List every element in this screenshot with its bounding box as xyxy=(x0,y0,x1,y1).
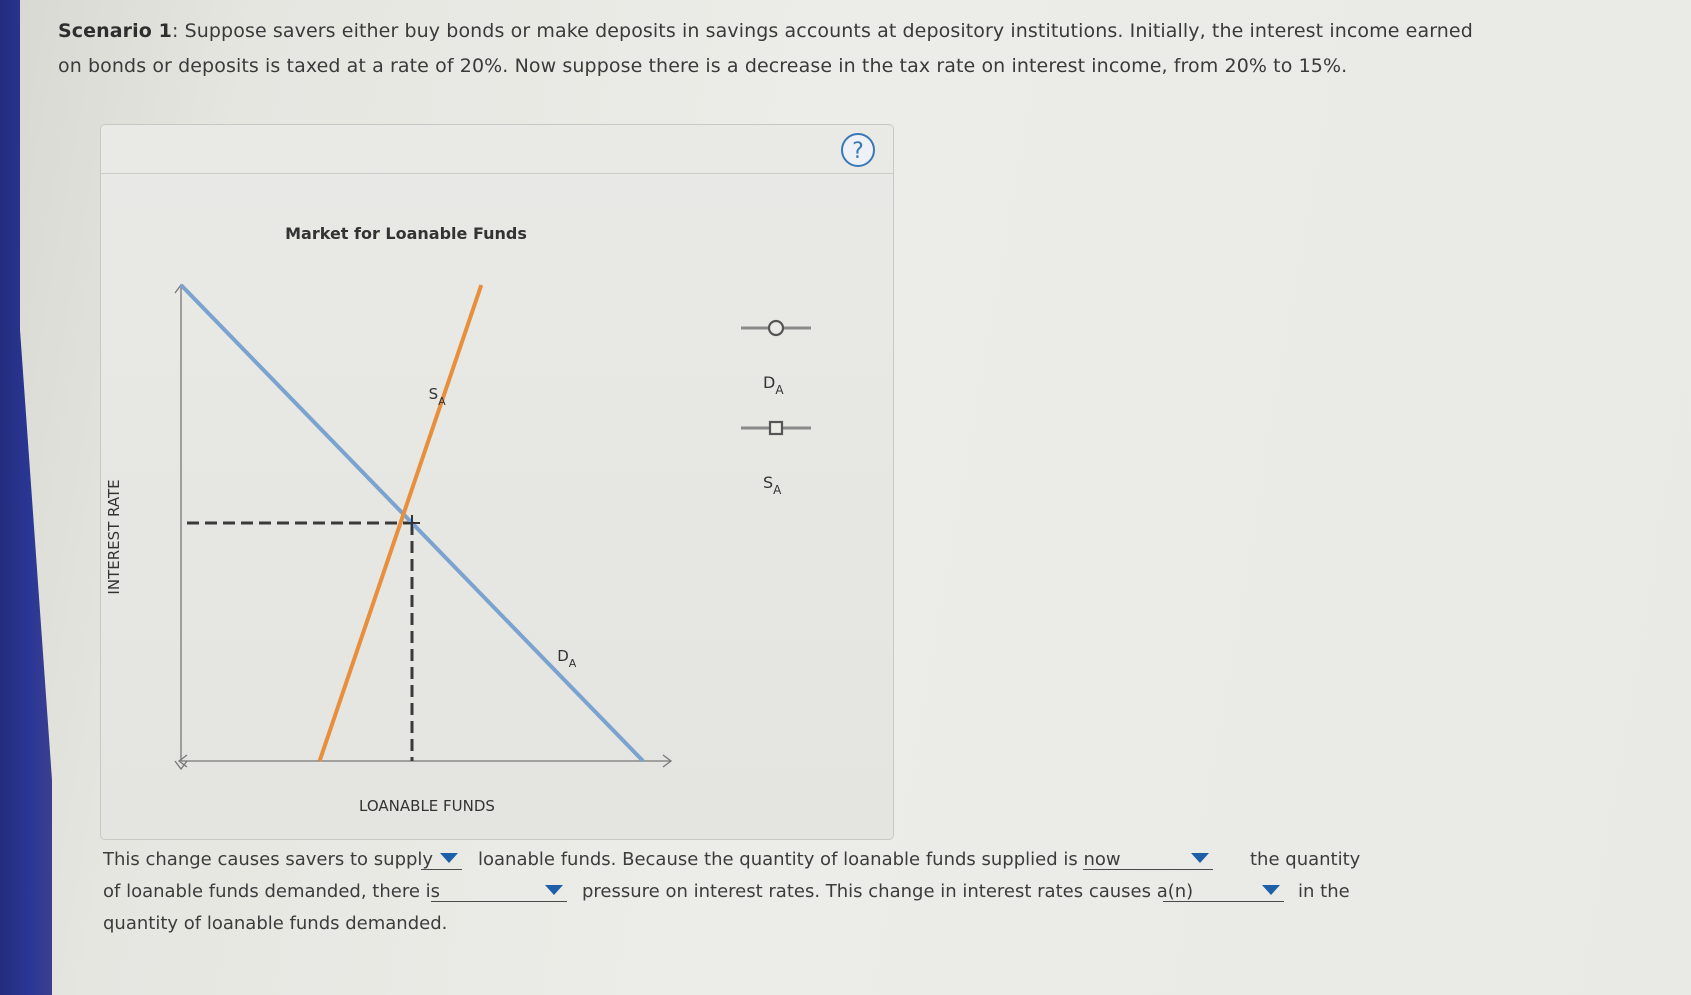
supply-change-dropdown[interactable] xyxy=(421,847,462,870)
legend-demand-circle-marker[interactable] xyxy=(769,321,783,335)
demand-curve-label: $D_A$ xyxy=(557,647,577,671)
caret-down-icon xyxy=(1262,885,1280,895)
supply-curve-a xyxy=(320,285,482,761)
pressure-direction-dropdown[interactable] xyxy=(431,879,567,902)
question-line2-c: in the xyxy=(1298,881,1350,902)
scenario-text xyxy=(58,14,1478,84)
help-glyph: ? xyxy=(852,139,864,164)
caret-down-icon xyxy=(1191,853,1209,863)
quantity-comparison-dropdown[interactable] xyxy=(1083,847,1213,870)
scenario-body: : Suppose savers either buy bonds or make deposits in savings accounts at depository institutions. Initially, the interest income earned on bonds or deposits is taxed at a rate of 20%. Now suppose there is a decrease in the tax rate on interest income, from 20% to 15%. xyxy=(58,20,1473,77)
loanable-funds-chart xyxy=(101,125,893,839)
question-line2-b: pressure on interest rates. This change in interest rates causes a(n) xyxy=(582,881,1194,902)
x-axis-label: LOANABLE FUNDS xyxy=(359,797,495,815)
legend-supply-square-marker[interactable] xyxy=(770,422,782,434)
question-line1-a: This change causes savers to supply xyxy=(103,849,434,870)
caret-down-icon xyxy=(440,853,458,863)
caret-down-icon xyxy=(545,885,563,895)
supply-curve-label: $S_A$ xyxy=(428,385,446,409)
question-line1-b: loanable funds. Because the quantity of loanable funds supplied is now xyxy=(478,849,1121,870)
scenario-label: Scenario 1 xyxy=(58,20,172,42)
quantity-demanded-change-dropdown[interactable] xyxy=(1163,879,1284,902)
chart-legend xyxy=(741,321,811,497)
question-line1-c: the quantity xyxy=(1250,849,1361,870)
chart-title: Market for Loanable Funds xyxy=(285,224,527,243)
question-line2-a: of loanable funds demanded, there is xyxy=(103,881,441,902)
legend-demand-label: $D_A$ xyxy=(763,373,784,397)
question-line3-a: quantity of loanable funds demanded. xyxy=(103,913,448,934)
y-axis-label: INTEREST RATE xyxy=(105,479,123,595)
plot-area[interactable] xyxy=(181,285,643,761)
graph-panel xyxy=(100,124,894,840)
legend-supply-label: $S_A$ xyxy=(763,473,782,497)
